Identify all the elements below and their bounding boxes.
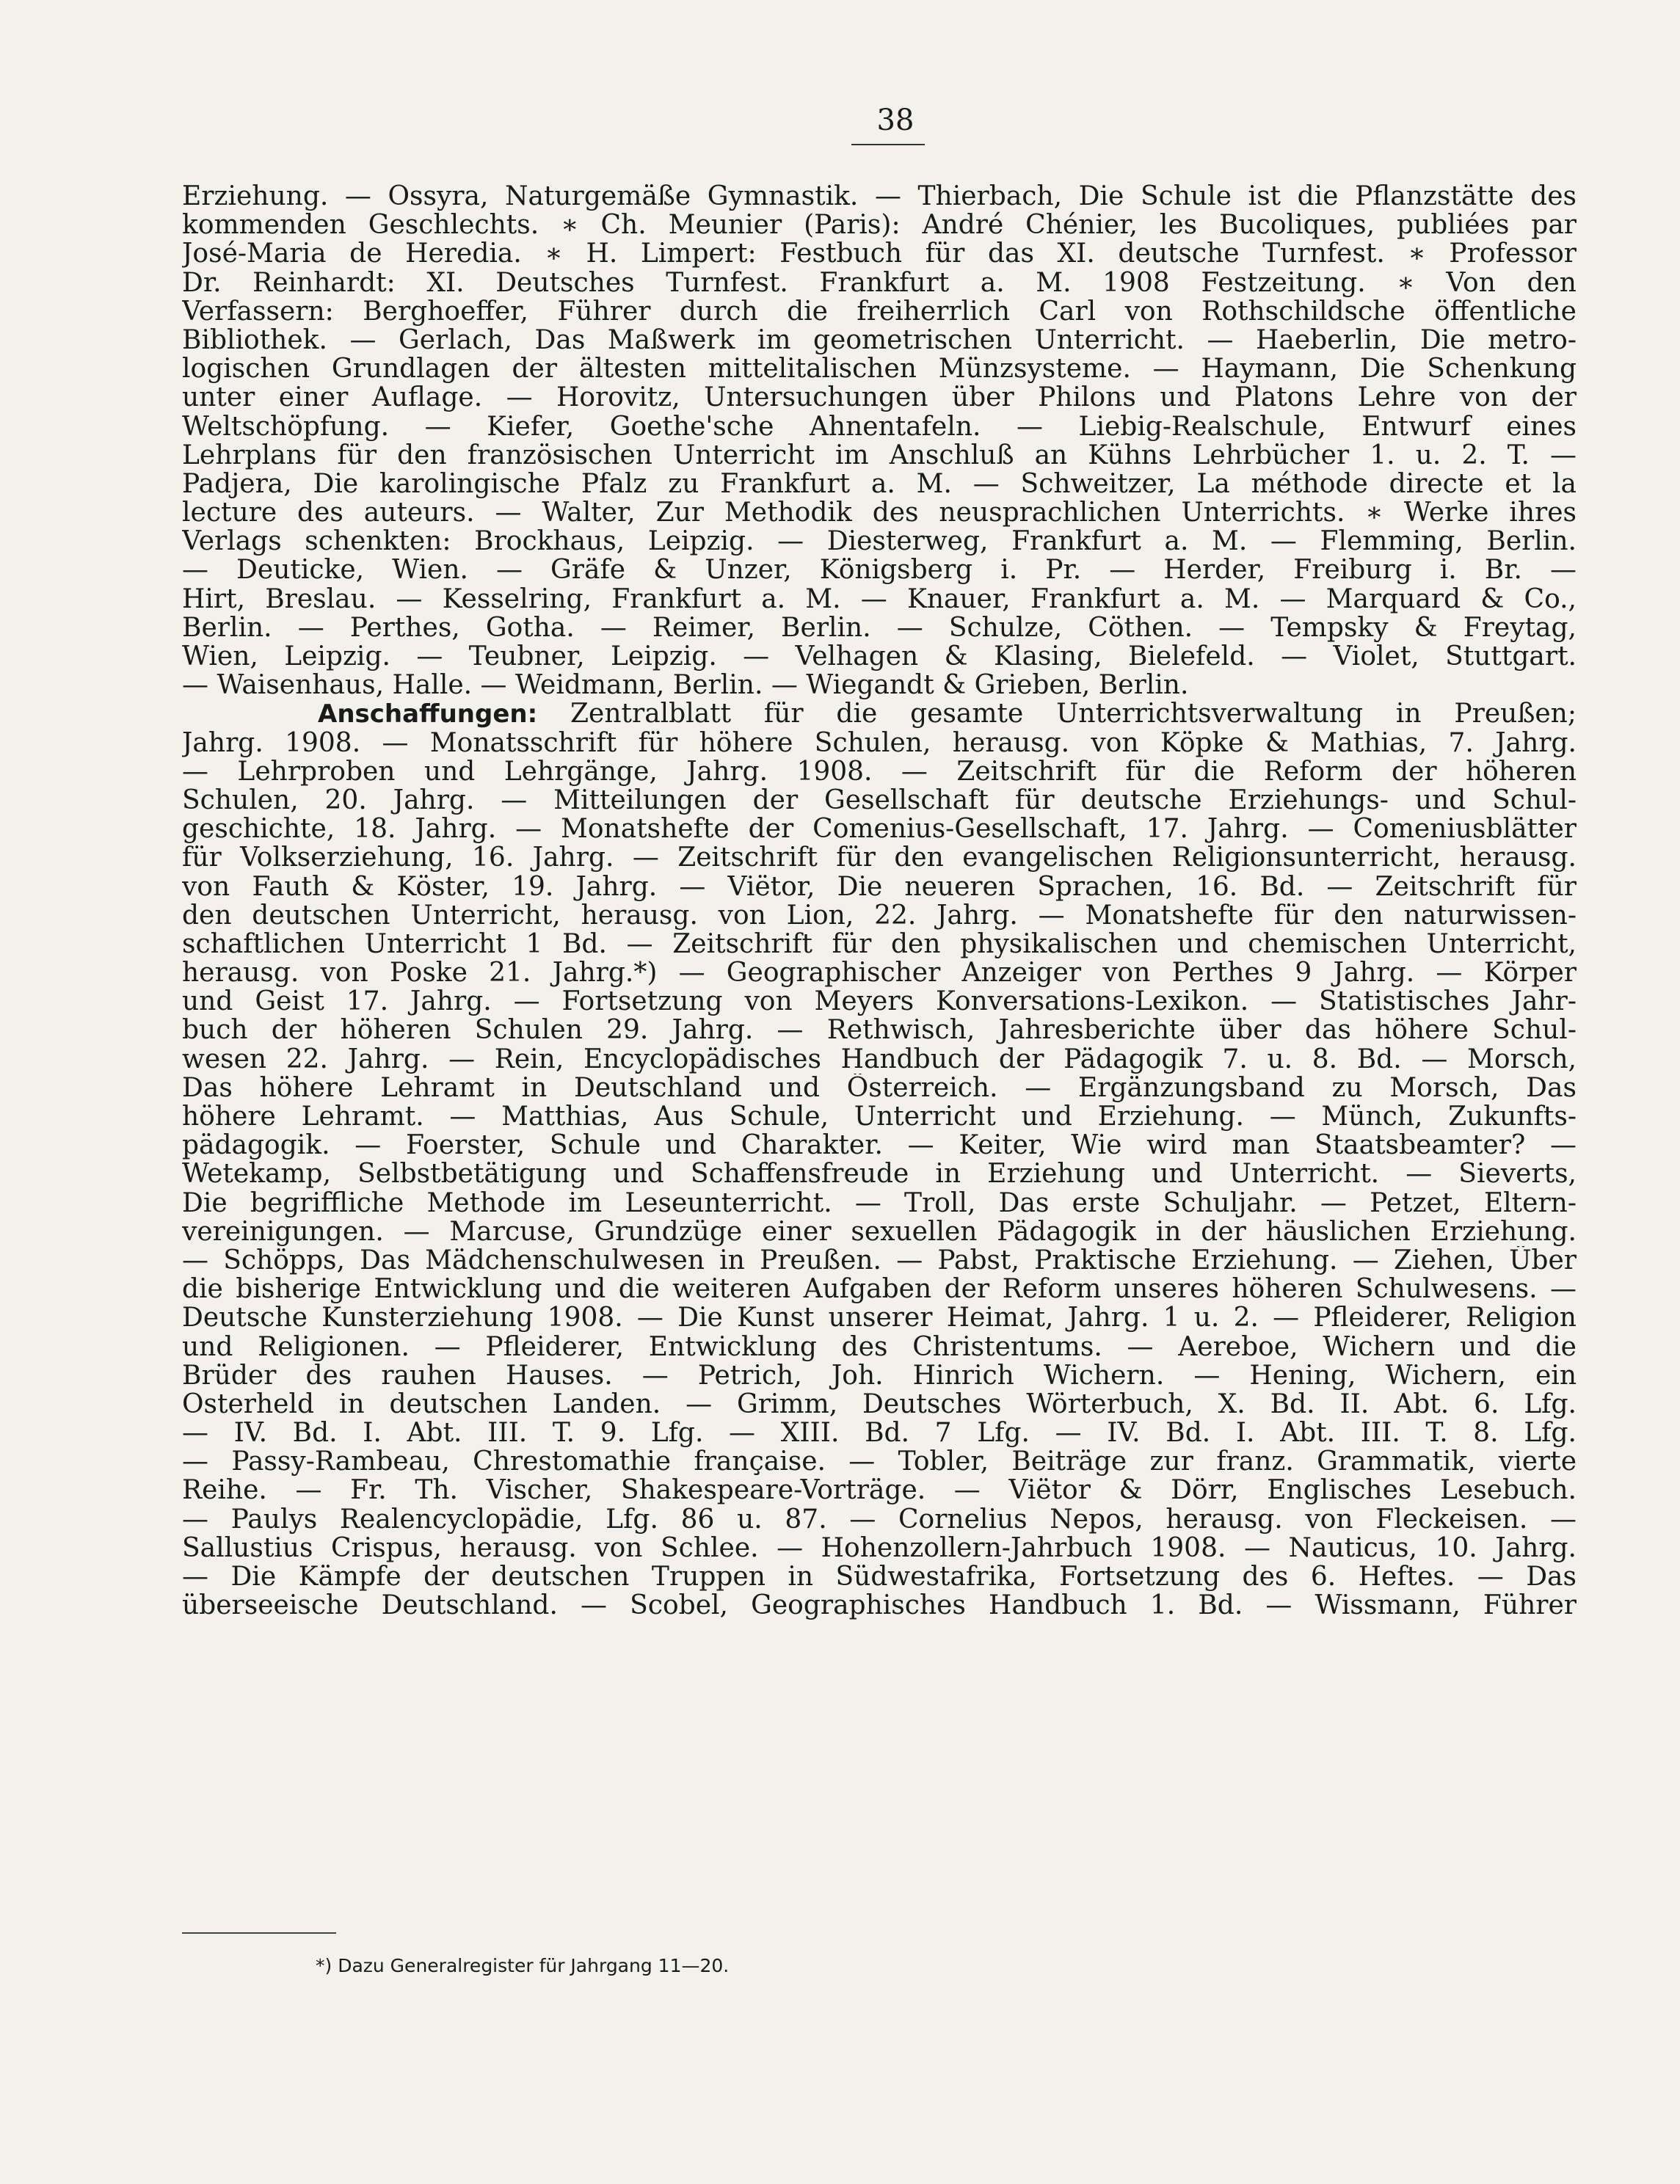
text-line: — Waisenhaus, Halle. — Weidmann, Berlin. — Wiegandt & Grieben, Berlin.	[182, 671, 1189, 700]
text-line: den deutschen Unterricht, herausg. von Lion, 22. Jahrg. — Monatshefte für den naturwissen-	[182, 900, 1577, 930]
text-line: Brüder des rauhen Hauses. — Petrich, Joh. Hinrich Wichern. — Hening, Wichern, ein	[182, 1361, 1577, 1390]
text-line: — Passy-Rambeau, Chrestomathie française. — Tobler, Beiträge zur franz. Grammatik, vierte	[182, 1447, 1577, 1477]
section-first-line-text: Zentralblatt für die gesamte Unterrichtsverwaltung in Preußen;	[570, 699, 1577, 729]
text-line: für Volkserziehung, 16. Jahrg. — Zeitschrift für den evangelischen Religionsunterricht, herausg.	[182, 843, 1577, 873]
page-number: 38	[876, 103, 914, 137]
text-line: — Die Kämpfe der deutschen Truppen in Südwestafrika, Fortsetzung des 6. Heftes. — Das	[182, 1562, 1577, 1592]
text-line: Jahrg. 1908. — Monatsschrift für höhere Schulen, herausg. von Köpke & Mathias, 7. Jahrg.	[182, 728, 1577, 757]
text-line: José-Maria de Heredia. ∗ H. Limpert: Festbuch für das XI. deutsche Turnfest. ∗ Professor	[182, 239, 1577, 269]
text-line: — Schöpps, Das Mädchenschulwesen in Preußen. — Pabst, Praktische Erziehung. — Ziehen, Über	[182, 1245, 1577, 1275]
text-line: unter einer Auflage. — Horovitz, Untersuchungen über Philons und Platons Lehre von der	[182, 383, 1577, 412]
body-text	[182, 182, 1577, 1620]
text-line: Die begriffliche Methode im Leseunterricht. — Troll, Das erste Schuljahr. — Petzet, Eltern-	[182, 1188, 1577, 1217]
text-line: Wien, Leipzig. — Teubner, Leipzig. — Velhagen & Klasing, Bielefeld. — Violet, Stuttgart.	[182, 642, 1577, 671]
text-line: Lehrplans für den französischen Unterricht im Anschluß an Kühns Lehrbücher 1. u. 2. T. —	[182, 440, 1577, 470]
text-line: buch der höheren Schulen 29. Jahrg. — Rethwisch, Jahresberichte über das höhere Schul-	[182, 1016, 1577, 1045]
text-line: Deutsche Kunsterziehung 1908. — Die Kunst unserer Heimat, Jahrg. 1 u. 2. — Pfleiderer, Religion	[182, 1303, 1577, 1333]
text-line: pädagogik. — Foerster, Schule und Charakter. — Keiter, Wie wird man Staatsbeamter? —	[182, 1131, 1577, 1160]
text-line: von Fauth & Köster, 19. Jahrg. — Viëtor, Die neueren Sprachen, 16. Bd. — Zeitschrift für	[182, 872, 1577, 901]
text-line: Sallustius Crispus, herausg. von Schlee. — Hohenzollern-Jahrbuch 1908. — Nauticus, 10. Jahrg.	[182, 1533, 1577, 1562]
text-line: — Lehrproben und Lehrgänge, Jahrg. 1908. — Zeitschrift für die Reform der höheren	[182, 757, 1577, 786]
text-line: Erziehung. — Ossyra, Naturgemäße Gymnastik. — Thierbach, Die Schule ist die Pflanzstätte des	[182, 182, 1577, 211]
text-line: lecture des auteurs. — Walter, Zur Methodik des neusprachlichen Unterrichts. ∗ Werke ihres	[182, 498, 1577, 528]
footnote-rule	[182, 1932, 336, 1934]
text-line: die bisherige Entwicklung und die weiteren Aufgaben der Reform unseres höheren Schulwesens. —	[182, 1275, 1577, 1304]
text-line: Verfassern: Berghoeffer, Führer durch die freiherrlich Carl von Rothschildsche öffentliche	[182, 296, 1577, 326]
text-line: geschichte, 18. Jahrg. — Monatshefte der Comenius-Gesellschaft, 17. Jahrg. — Comeniusblätter	[182, 815, 1577, 844]
text-line: Reihe. — Fr. Th. Vischer, Shakespeare-Vorträge. — Viëtor & Dörr, Englisches Lesebuch.	[182, 1476, 1577, 1505]
page-number-rule	[851, 144, 925, 145]
text-line: schaftlichen Unterricht 1 Bd. — Zeitschrift für den physikalischen und chemischen Unterricht,	[182, 929, 1577, 959]
text-line: Verlags schenkten: Brockhaus, Leipzig. — Diesterweg, Frankfurt a. M. — Flemming, Berlin.	[182, 527, 1577, 556]
text-line: vereinigungen. — Marcuse, Grundzüge einer sexuellen Pädagogik in der häuslichen Erziehung.	[182, 1217, 1577, 1246]
text-line: Osterheld in deutschen Landen. — Grimm, Deutsches Wörterbuch, X. Bd. II. Abt. 6. Lfg.	[182, 1389, 1577, 1419]
text-line: und Religionen. — Pfleiderer, Entwicklung des Christentums. — Aereboe, Wichern und die	[182, 1332, 1577, 1361]
text-line: — Paulys Realencyclopädie, Lfg. 86 u. 87. — Cornelius Nepos, herausg. von Fleckeisen. —	[182, 1504, 1577, 1534]
text-line: Das höhere Lehramt in Deutschland und Österreich. — Ergänzungsband zu Morsch, Das	[182, 1073, 1577, 1102]
text-line: — Deuticke, Wien. — Gräfe & Unzer, Königsberg i. Pr. — Herder, Freiburg i. Br. —	[182, 556, 1577, 585]
text-line: Wetekamp, Selbstbetätigung und Schaffensfreude in Erziehung und Unterricht. — Sieverts,	[182, 1160, 1577, 1189]
text-line: überseeische Deutschland. — Scobel, Geographisches Handbuch 1. Bd. — Wissmann, Führer	[182, 1591, 1577, 1620]
text-line: Berlin. — Perthes, Gotha. — Reimer, Berlin. — Schulze, Cöthen. — Tempsky & Freytag,	[182, 613, 1577, 642]
section-heading: Anschaffungen:	[318, 699, 538, 729]
text-line: Bibliothek. — Gerlach, Das Maßwerk im geometrischen Unterricht. — Haeberlin, Die metro-	[182, 325, 1577, 355]
text-line: Hirt, Breslau. — Kesselring, Frankfurt a. M. — Knauer, Frankfurt a. M. — Marquard & Co.,	[182, 584, 1577, 614]
text-line: Weltschöpfung. — Kiefer, Goethe'sche Ahnentafeln. — Liebig-Realschule, Entwurf eines	[182, 412, 1577, 441]
text-line: wesen 22. Jahrg. — Rein, Encyclopädisches Handbuch der Pädagogik 7. u. 8. Bd. — Morsch,	[182, 1044, 1577, 1074]
section-first-line	[182, 699, 1577, 728]
text-line: herausg. von Poske 21. Jahrg.*) — Geographischer Anzeiger von Perthes 9 Jahrg. — Körper	[182, 958, 1577, 988]
footnote: *) Dazu Generalregister für Jahrgang 11—20.	[316, 1955, 730, 1976]
text-line: Padjera, Die karolingische Pfalz zu Frankfurt a. M. — Schweitzer, La méthode directe et la	[182, 469, 1577, 499]
text-line: logischen Grundlagen der ältesten mittelitalischen Münzsysteme. — Haymann, Die Schenkung	[182, 354, 1577, 384]
text-line: Schulen, 20. Jahrg. — Mitteilungen der Gesellschaft für deutsche Erziehungs- und Schul-	[182, 785, 1577, 815]
text-line: — IV. Bd. I. Abt. III. T. 9. Lfg. — XIII. Bd. 7 Lfg. — IV. Bd. I. Abt. III. T. 8. Lfg.	[182, 1419, 1577, 1448]
text-line: Dr. Reinhardt: XI. Deutsches Turnfest. Frankfurt a. M. 1908 Festzeitung. ∗ Von den	[182, 268, 1577, 297]
text-line: höhere Lehramt. — Matthias, Aus Schule, Unterricht und Erziehung. — Münch, Zukunfts-	[182, 1102, 1577, 1132]
text-line: kommenden Geschlechts. ∗ Ch. Meunier (Paris): André Chénier, les Bucoliques, publiées par	[182, 211, 1577, 240]
text-line: und Geist 17. Jahrg. — Fortsetzung von Meyers Konversations-Lexikon. — Statistisches Jahr-	[182, 987, 1577, 1016]
